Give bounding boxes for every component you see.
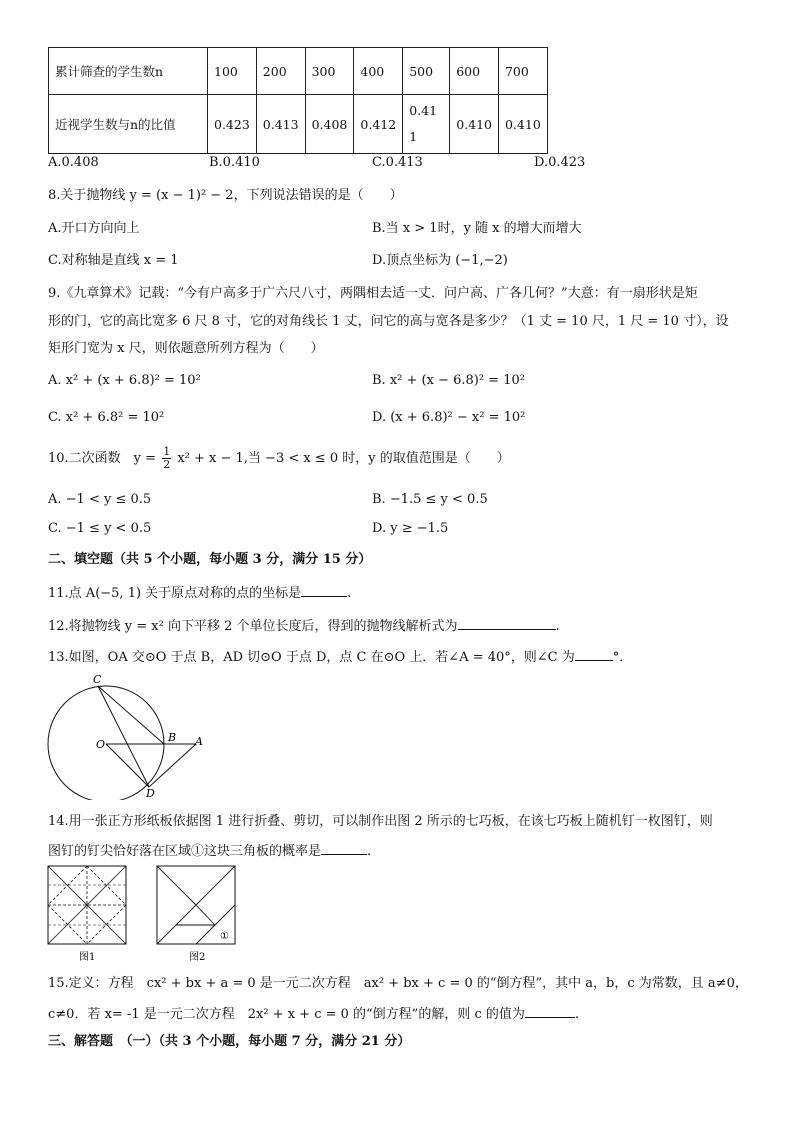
table-cell: 0.423 (208, 95, 257, 154)
table-cell: 0.413 (256, 95, 305, 154)
q7-option-b: B.0.410 (209, 155, 260, 170)
q10-prefix: 10.二次函数 y = (48, 451, 157, 466)
answer-blank (525, 1005, 575, 1018)
q8-option-d: D.顶点坐标为 (−1,−2) (372, 253, 508, 268)
label-d: D (146, 787, 155, 800)
label-b: B (168, 731, 177, 744)
radius-od (106, 744, 149, 787)
q10-option-c: C. −1 ≤ y < 0.5 (48, 521, 152, 536)
answer-blank (458, 617, 556, 630)
q14-end: . (367, 844, 372, 859)
answer-blank (575, 648, 613, 661)
table-cell: 600 (450, 48, 499, 95)
q13-end: °． (612, 650, 633, 665)
q11-end: . (347, 586, 352, 601)
q9-option-c: C. x² + 6.8² = 10² (48, 410, 165, 425)
q8-stem: 8.关于抛物线 y = (x − 1)² − 2，下列说法错误的是（ ） (48, 188, 403, 203)
figure-1 (48, 866, 126, 944)
table-row (49, 95, 548, 154)
chord-cb (98, 686, 164, 744)
answer-blank (321, 842, 367, 855)
caption-figure-2: 图2 (189, 952, 206, 963)
q8-option-b: B.当 x > 1时，y 随 x 的增大而增大 (372, 221, 582, 236)
q12-text: 12.将抛物线 y = x² 向下平移 2 个单位长度后，得到的抛物线解析式为 (48, 619, 458, 634)
q10-stem (48, 446, 510, 471)
fraction-numerator: 1 (163, 445, 171, 458)
table-cell: 0.412 (354, 95, 403, 154)
table-cell: 100 (208, 48, 257, 95)
table-cell: 0.408 (305, 95, 354, 154)
table-header-cell: 累计筛查的学生数n (49, 48, 208, 95)
label-o: O (96, 738, 106, 751)
q10-option-b: B. −1.5 ≤ y < 0.5 (372, 492, 488, 507)
table-cell: 400 (354, 48, 403, 95)
q14-line-2 (48, 842, 371, 860)
table-row (49, 48, 548, 95)
q9-option-d: D. (x + 6.8)² − x² = 10² (372, 410, 526, 425)
q12 (48, 617, 560, 635)
q7-option-c: C.0.413 (372, 155, 423, 170)
label-c: C (93, 673, 102, 686)
chord-cd (98, 686, 149, 787)
table-cell: 0.410 (498, 95, 547, 154)
section-3-heading: 三、解答题 （一）（共 3 个小题，每小题 7 分，满分 21 分） (48, 1034, 411, 1049)
tangent-ad (149, 744, 196, 787)
caption-figure-1: 图1 (79, 952, 96, 963)
q14-text: 图钉的钉尖恰好落在区域①这块三角板的概率是 (48, 844, 322, 859)
q15-line-2 (48, 1005, 579, 1023)
q10-option-a: A. −1 < y ≤ 0.5 (48, 492, 152, 507)
screening-table (48, 47, 548, 154)
section-2-heading: 二、填空题（共 5 个小题，每小题 3 分，满分 15 分） (48, 552, 372, 567)
q10-fraction (162, 446, 171, 471)
q15-end: . (574, 1007, 580, 1022)
table-cell: 0.410 (450, 95, 499, 154)
fraction-denominator: 2 (163, 458, 171, 471)
q13 (48, 648, 632, 666)
table-cell: 300 (305, 48, 354, 95)
q14-tangram-figures (46, 864, 246, 964)
q12-end: . (555, 619, 560, 634)
table-cell: 0.41 1 (403, 95, 450, 154)
q13-circle-figure (40, 670, 220, 800)
q15-text: c≠0．若 x= -1 是一元二次方程 2x² + x + c = 0 的“倒方程”的解，则 c 的值为 (48, 1007, 525, 1022)
q15-line-1: 15.定义：方程 cx² + bx + a = 0 是一元二次方程 ax² + bx + c = 0 的“倒方程”，其中 a，b，c 为常数，且 a≠0， (48, 976, 748, 991)
answer-blank (301, 584, 347, 597)
q10-suffix: x² + x − 1,当 −3 < x ≤ 0 时，y 的取值范围是（ ） (177, 451, 510, 466)
q9-line-1: 9.《九章算术》记载：“今有户高多于广六尺八寸，两隅相去适一丈．问户高、广各几何？”大意：有一扇形状是矩 (48, 286, 698, 301)
q9-option-a: A. x² + (x + 6.8)² = 10² (48, 373, 201, 388)
q8-option-c: C.对称轴是直线 x = 1 (48, 253, 179, 268)
q9-line-3: 矩形门宽为 x 尺，则依题意所列方程为（ ） (48, 341, 324, 356)
table-header-cell: 近视学生数与n的比值 (49, 95, 208, 154)
table-cell: 500 (403, 48, 450, 95)
q7-option-d: D.0.423 (534, 155, 586, 170)
q8-option-a: A.开口方向向上 (48, 221, 140, 236)
region-1-mark: ① (220, 931, 229, 942)
q10-option-d: D. y ≥ −1.5 (372, 521, 449, 536)
q14-line-1: 14.用一张正方形纸板依据图 1 进行折叠、剪切，可以制作出图 2 所示的七巧板，在该七巧板上随机钉一枚图钉，则 (48, 814, 713, 829)
q7-option-a: A.0.408 (48, 155, 99, 170)
q13-text: 13.如图，OA 交⊙O 于点 B，AD 切⊙O 于点 D，点 C 在⊙O 上．若∠A = 40°，则∠C 为 (48, 650, 575, 665)
table-cell: 700 (498, 48, 547, 95)
q11-text: 11.点 A(−5, 1) 关于原点对称的点的坐标是 (48, 586, 302, 601)
label-a: A (195, 735, 203, 748)
table-cell: 200 (256, 48, 305, 95)
q11 (48, 584, 351, 602)
q9-line-2: 形的门，它的高比宽多 6 尺 8 寸，它的对角线长 1 丈，问它的高与宽各是多少？（1 丈 = 10 尺，1 尺 = 10 寸），设 (48, 314, 729, 329)
q9-option-b: B. x² + (x − 6.8)² = 10² (372, 373, 525, 388)
